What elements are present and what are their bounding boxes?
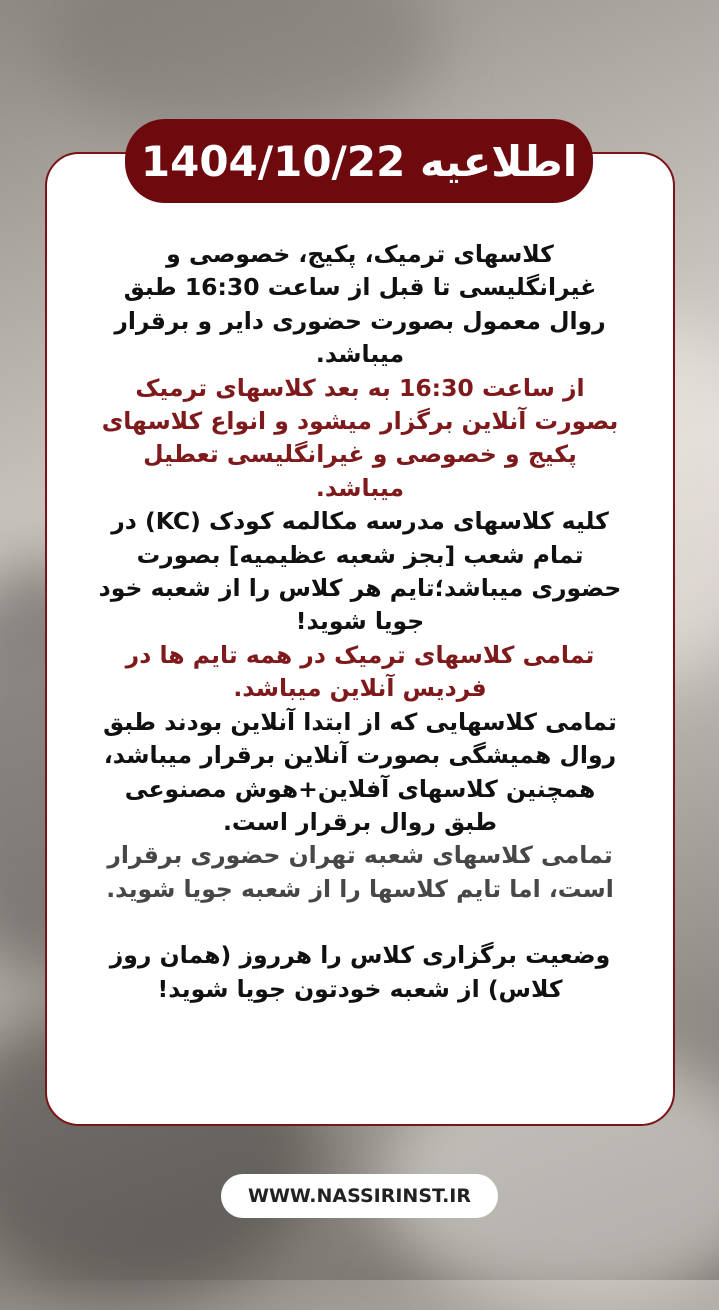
announcement-body — [95, 238, 625, 1006]
paragraph-tehran: تمامی کلاسهای شعبه تهران حضوری برقرار است، اما تایم کلاسها را از شعبه جویا شوید. — [106, 841, 614, 903]
paragraph-kc-classes: کلیه کلاسهای مدرسه مکالمه کودک (KC) در تمام شعب [بجز شعبه عظیمیه] بصورت حضوری میباشد؛تایم هر کلاس را از شعبه خود جویا شوید! — [98, 507, 622, 636]
website-label: WWW.NASSIRINST.IR — [247, 1185, 471, 1207]
paragraph-check-status: وضعیت برگزاری کلاس را هرروز (همان روز کلاس) از شعبه خودتون جویا شوید! — [109, 941, 611, 1003]
title-banner — [125, 119, 593, 203]
paragraph-online-after: از ساعت 16:30 به بعد کلاسهای ترمیک بصورت آنلاین برگزار میشود و انواع کلاسهای پکیج و خصوصی و غیرانگلیسی تعطیل میباشد. — [101, 373, 619, 502]
paragraph-fardis: تمامی کلاسهای ترمیک در همه تایم ها در فردیس آنلاین میباشد. — [125, 640, 595, 703]
website-link[interactable] — [221, 1174, 498, 1218]
paragraph-regular-hours: کلاسهای ترمیک، پکیج، خصوصی و غیرانگلیسی تا قبل از ساعت 16:30 طبق روال معمول بصورت حضوری دایر و برقرار میباشد. — [114, 240, 606, 369]
announcement-title: اطلاعیه 1404/10/22 — [140, 136, 578, 186]
paragraph-online-classes: تمامی کلاسهایی که از ابتدا آنلاین بودند طبق روال همیشگی بصورت آنلاین برقرار میباشد، همچنین کلاسهای آفلاین+هوش مصنوعی طبق روال برقرار است. — [103, 707, 617, 836]
